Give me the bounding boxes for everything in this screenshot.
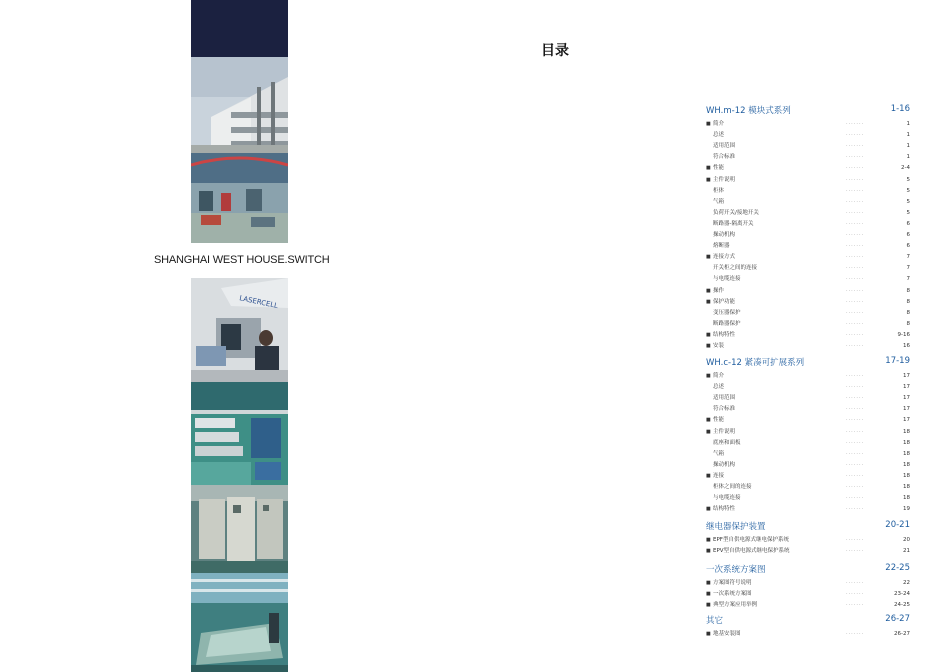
toc-entry-label: 简介 <box>713 121 725 127</box>
toc-entry-page: 7 <box>906 254 910 261</box>
toc-entry-label: 安装 <box>713 343 725 349</box>
dot-leader: ······· <box>846 309 865 316</box>
bullet-square-icon: ■ <box>706 631 711 637</box>
toc-entry <box>706 263 910 273</box>
toc-entry-page: 1 <box>906 121 910 127</box>
toc-entry-label: 与电缆连接 <box>713 276 741 283</box>
bullet-square-icon: ■ <box>706 428 711 435</box>
toc-entry-label: 断路器保护 <box>713 320 741 327</box>
toc-entry-page: 17 <box>903 395 910 402</box>
toc-entry-page: 18 <box>903 461 910 468</box>
photo-assembly-line <box>191 382 288 485</box>
dot-leader: ······· <box>846 320 865 327</box>
toc-entry <box>706 449 910 459</box>
toc-entry-page: 19 <box>903 506 910 513</box>
toc-entry <box>706 286 910 296</box>
dot-leader: ······· <box>846 373 865 379</box>
dot-leader: ······· <box>846 580 865 586</box>
toc-entry <box>706 308 910 318</box>
toc-entry <box>706 600 910 610</box>
toc-entry-label: 结构特性 <box>713 506 736 513</box>
svg-text:LASERCELL: LASERCELL <box>238 294 279 311</box>
toc-entry <box>706 186 910 196</box>
toc-entry-page: 18 <box>903 484 910 490</box>
toc-entry-label: 变压器保护 <box>713 309 741 316</box>
toc-entry-page: 1 <box>906 143 910 150</box>
company-name: SHANGHAI WEST HOUSE.SWITCH <box>154 254 330 266</box>
dot-leader: ······· <box>846 548 865 555</box>
photo-lasercell-operator <box>191 278 288 382</box>
bullet-square-icon: ■ <box>706 472 711 479</box>
toc-entry-page: 18 <box>903 428 910 435</box>
toc-entry-label: 操动机构 <box>713 461 736 468</box>
dot-leader: ······· <box>846 165 865 172</box>
toc-entry <box>706 274 910 284</box>
toc-entry-label: 性能 <box>713 165 725 172</box>
toc-entry <box>706 119 910 129</box>
toc-entry-page: 17 <box>903 373 910 379</box>
toc-entry-page: 6 <box>906 220 910 227</box>
toc-title: 目录 <box>541 43 569 59</box>
photo-cnc-machine <box>191 573 288 672</box>
toc-section-pages: 1-16 <box>890 104 910 114</box>
toc-entry-label: 气箱 <box>713 198 725 205</box>
toc-entry <box>706 141 910 151</box>
toc-entry-page: 17 <box>903 417 910 424</box>
toc-entry-page: 5 <box>906 187 910 194</box>
dot-leader: ······· <box>846 406 865 413</box>
toc-section-title: 继电器保护装置 <box>706 522 766 532</box>
dot-leader: ······· <box>846 132 865 139</box>
toc-entry <box>706 404 910 414</box>
toc-entry <box>706 471 910 481</box>
toc-entry <box>706 230 910 240</box>
toc-entry-page: 17 <box>903 384 910 391</box>
toc-entry <box>706 482 910 492</box>
dot-leader: ······· <box>846 506 865 513</box>
dot-leader: ······· <box>846 254 865 261</box>
dot-leader: ······· <box>846 395 865 402</box>
bullet-square-icon: ■ <box>706 254 711 261</box>
toc-entry-page: 20 <box>903 537 910 543</box>
toc-entry-page: 2-4 <box>901 165 910 172</box>
toc-entry-label: 性能 <box>713 417 725 424</box>
photo-switchgear-cabinets <box>191 485 288 573</box>
dot-leader: ······· <box>846 143 865 150</box>
toc-entry-page: 21 <box>903 548 910 555</box>
bullet-square-icon: ■ <box>706 506 711 513</box>
toc-entry-label: 总述 <box>713 384 725 391</box>
toc-entry-page: 22 <box>903 580 910 586</box>
toc-entry-label: 底座和面板 <box>713 439 741 446</box>
toc-entry-page: 1 <box>906 132 910 139</box>
toc-entry-page: 5 <box>906 176 910 183</box>
dot-leader: ······· <box>846 472 865 479</box>
bullet-square-icon: ■ <box>706 298 711 305</box>
bullet-square-icon: ■ <box>706 417 711 424</box>
toc-entry-page: 18 <box>903 439 910 446</box>
toc-entry-label: 与电缆连接 <box>713 495 741 502</box>
toc-section-heading <box>706 356 910 368</box>
toc-section-title: 一次系统方案图 <box>706 565 766 575</box>
toc-entry-label: 符合标准 <box>713 154 736 161</box>
toc-entry-page: 18 <box>903 472 910 479</box>
toc-entry <box>706 589 910 599</box>
toc-entry <box>706 208 910 218</box>
dot-leader: ······· <box>846 265 865 272</box>
toc-entry <box>706 252 910 262</box>
bullet-square-icon: ■ <box>706 602 711 609</box>
toc-entry-label: 符合标准 <box>713 406 736 413</box>
toc-section-heading <box>706 614 910 626</box>
bullet-square-icon: ■ <box>706 591 711 598</box>
dot-leader: ······· <box>846 384 865 391</box>
toc-entry-page: 5 <box>906 209 910 216</box>
dot-leader: ······· <box>846 537 865 543</box>
bullet-square-icon: ■ <box>706 343 711 349</box>
toc-entry <box>706 175 910 185</box>
dot-leader: ······· <box>846 343 865 349</box>
dot-leader: ······· <box>846 243 865 250</box>
toc-entry-label: 一次系统方案图 <box>713 591 752 598</box>
toc-entry-label: 地基安装图 <box>713 631 741 637</box>
dot-leader: ······· <box>846 495 865 502</box>
bullet-square-icon: ■ <box>706 331 711 338</box>
toc-entry-label: 主件说明 <box>713 428 736 435</box>
toc-entry <box>706 504 910 514</box>
toc-entry-label: 适用范围 <box>713 395 736 402</box>
toc-section-pages: 22-25 <box>885 563 910 573</box>
toc-entry <box>706 546 910 556</box>
toc-entry-page: 23-24 <box>894 591 910 598</box>
navy-color-block <box>191 0 288 57</box>
dot-leader: ······· <box>846 220 865 227</box>
bullet-square-icon: ■ <box>706 121 711 127</box>
toc-entry-label: 主件说明 <box>713 176 736 183</box>
toc-section-title: WH.m-12 模块式系列 <box>706 106 791 116</box>
bullet-square-icon: ■ <box>706 176 711 183</box>
dot-leader: ······· <box>846 428 865 435</box>
toc-entry-label: 断路器-隔离开关 <box>713 220 754 227</box>
toc-entry <box>706 341 910 351</box>
toc-entry-label: 操动机构 <box>713 232 736 238</box>
toc-entry-page: 8 <box>906 320 910 327</box>
toc-entry <box>706 319 910 329</box>
toc-entry-label: 方案图符号说明 <box>713 580 752 586</box>
bullet-square-icon: ■ <box>706 287 711 294</box>
dot-leader: ······· <box>846 331 865 338</box>
photo-factory-building <box>191 57 288 153</box>
toc-entry <box>706 535 910 545</box>
toc-section-pages: 26-27 <box>885 614 910 624</box>
toc-entry-label: 熔断器 <box>713 243 730 250</box>
dot-leader: ······· <box>846 591 865 598</box>
toc-entry <box>706 629 910 639</box>
toc-entry-page: 8 <box>906 309 910 316</box>
toc-entry <box>706 152 910 162</box>
toc-entry-label: 典型方案应用举例 <box>713 602 758 609</box>
bullet-square-icon: ■ <box>706 373 711 379</box>
toc-entry-page: 18 <box>903 450 910 457</box>
dot-leader: ······· <box>846 154 865 161</box>
dot-leader: ······· <box>846 232 865 238</box>
toc-entry-label: 气箱 <box>713 450 725 457</box>
toc-entry <box>706 393 910 403</box>
dot-leader: ······· <box>846 484 865 490</box>
toc-entry <box>706 493 910 503</box>
toc-entry-label: 连接 <box>713 472 725 479</box>
toc-section-title: 其它 <box>706 616 724 626</box>
toc-entry-label: 结构特性 <box>713 331 736 338</box>
bullet-square-icon: ■ <box>706 537 711 543</box>
dot-leader: ······· <box>846 121 865 127</box>
toc-entry-page: 6 <box>906 232 910 238</box>
toc-entry-label: 操作 <box>713 287 725 294</box>
toc-entry <box>706 578 910 588</box>
dot-leader: ······· <box>846 287 865 294</box>
toc-entry-page: 26-27 <box>894 631 910 637</box>
toc-entry-label: 柜体之间的连接 <box>713 484 752 490</box>
toc-entry <box>706 371 910 381</box>
toc-entry <box>706 438 910 448</box>
dot-leader: ······· <box>846 602 865 609</box>
toc-entry-page: 18 <box>903 495 910 502</box>
dot-leader: ······· <box>846 417 865 424</box>
toc-entry-label: 负荷开关/接地开关 <box>713 209 759 216</box>
toc-entry-page: 7 <box>906 265 910 272</box>
toc-entry <box>706 460 910 470</box>
dot-leader: ······· <box>846 439 865 446</box>
toc-entry-page: 8 <box>906 287 910 294</box>
toc-section-heading <box>706 104 910 116</box>
toc-section-pages: 20-21 <box>885 520 910 530</box>
toc-entry-label: 简介 <box>713 373 725 379</box>
toc-entry <box>706 197 910 207</box>
dot-leader: ······· <box>846 450 865 457</box>
toc-entry <box>706 382 910 392</box>
toc-entry-label: 总述 <box>713 132 725 139</box>
toc-entry-label: EPV型自供电源式继电保护系统 <box>713 548 790 555</box>
photo-workshop-hall <box>191 153 288 243</box>
toc-entry-label: 保护功能 <box>713 298 736 305</box>
toc-entry-page: 5 <box>906 198 910 205</box>
toc-entry-page: 8 <box>906 298 910 305</box>
bullet-square-icon: ■ <box>706 580 711 586</box>
toc-entry-label: 柜体 <box>713 187 725 194</box>
toc-entry-page: 9-16 <box>897 331 910 338</box>
toc-entry-page: 6 <box>906 243 910 250</box>
dot-leader: ······· <box>846 276 865 283</box>
toc-entry-page: 17 <box>903 406 910 413</box>
dot-leader: ······· <box>846 176 865 183</box>
dot-leader: ······· <box>846 461 865 468</box>
toc-entry-label: 连接方式 <box>713 254 736 261</box>
toc-entry-page: 24-25 <box>894 602 910 609</box>
bullet-square-icon: ■ <box>706 165 711 172</box>
toc-entry <box>706 219 910 229</box>
toc-entry-page: 16 <box>903 343 910 349</box>
toc-entry <box>706 415 910 425</box>
toc-entry-page: 7 <box>906 276 910 283</box>
dot-leader: ······· <box>846 198 865 205</box>
toc-entry-label: 适用范围 <box>713 143 736 150</box>
toc-entry <box>706 130 910 140</box>
toc-entry-label: EPF型自供电源式继电保护系统 <box>713 537 789 543</box>
toc-entry <box>706 297 910 307</box>
toc-entry <box>706 330 910 340</box>
toc-entry <box>706 241 910 251</box>
dot-leader: ······· <box>846 298 865 305</box>
toc-entry-label: 开关柜之间的连接 <box>713 265 758 272</box>
toc-section-heading <box>706 520 910 532</box>
bullet-square-icon: ■ <box>706 548 711 555</box>
dot-leader: ······· <box>846 187 865 194</box>
toc-section-heading <box>706 563 910 575</box>
dot-leader: ······· <box>846 631 865 637</box>
toc-entry-page: 1 <box>906 154 910 161</box>
toc-entry <box>706 163 910 173</box>
dot-leader: ······· <box>846 209 865 216</box>
toc-entry <box>706 427 910 437</box>
toc-section-pages: 17-19 <box>885 356 910 366</box>
toc-section-title: WH.c-12 紧凑可扩展系列 <box>706 358 805 368</box>
